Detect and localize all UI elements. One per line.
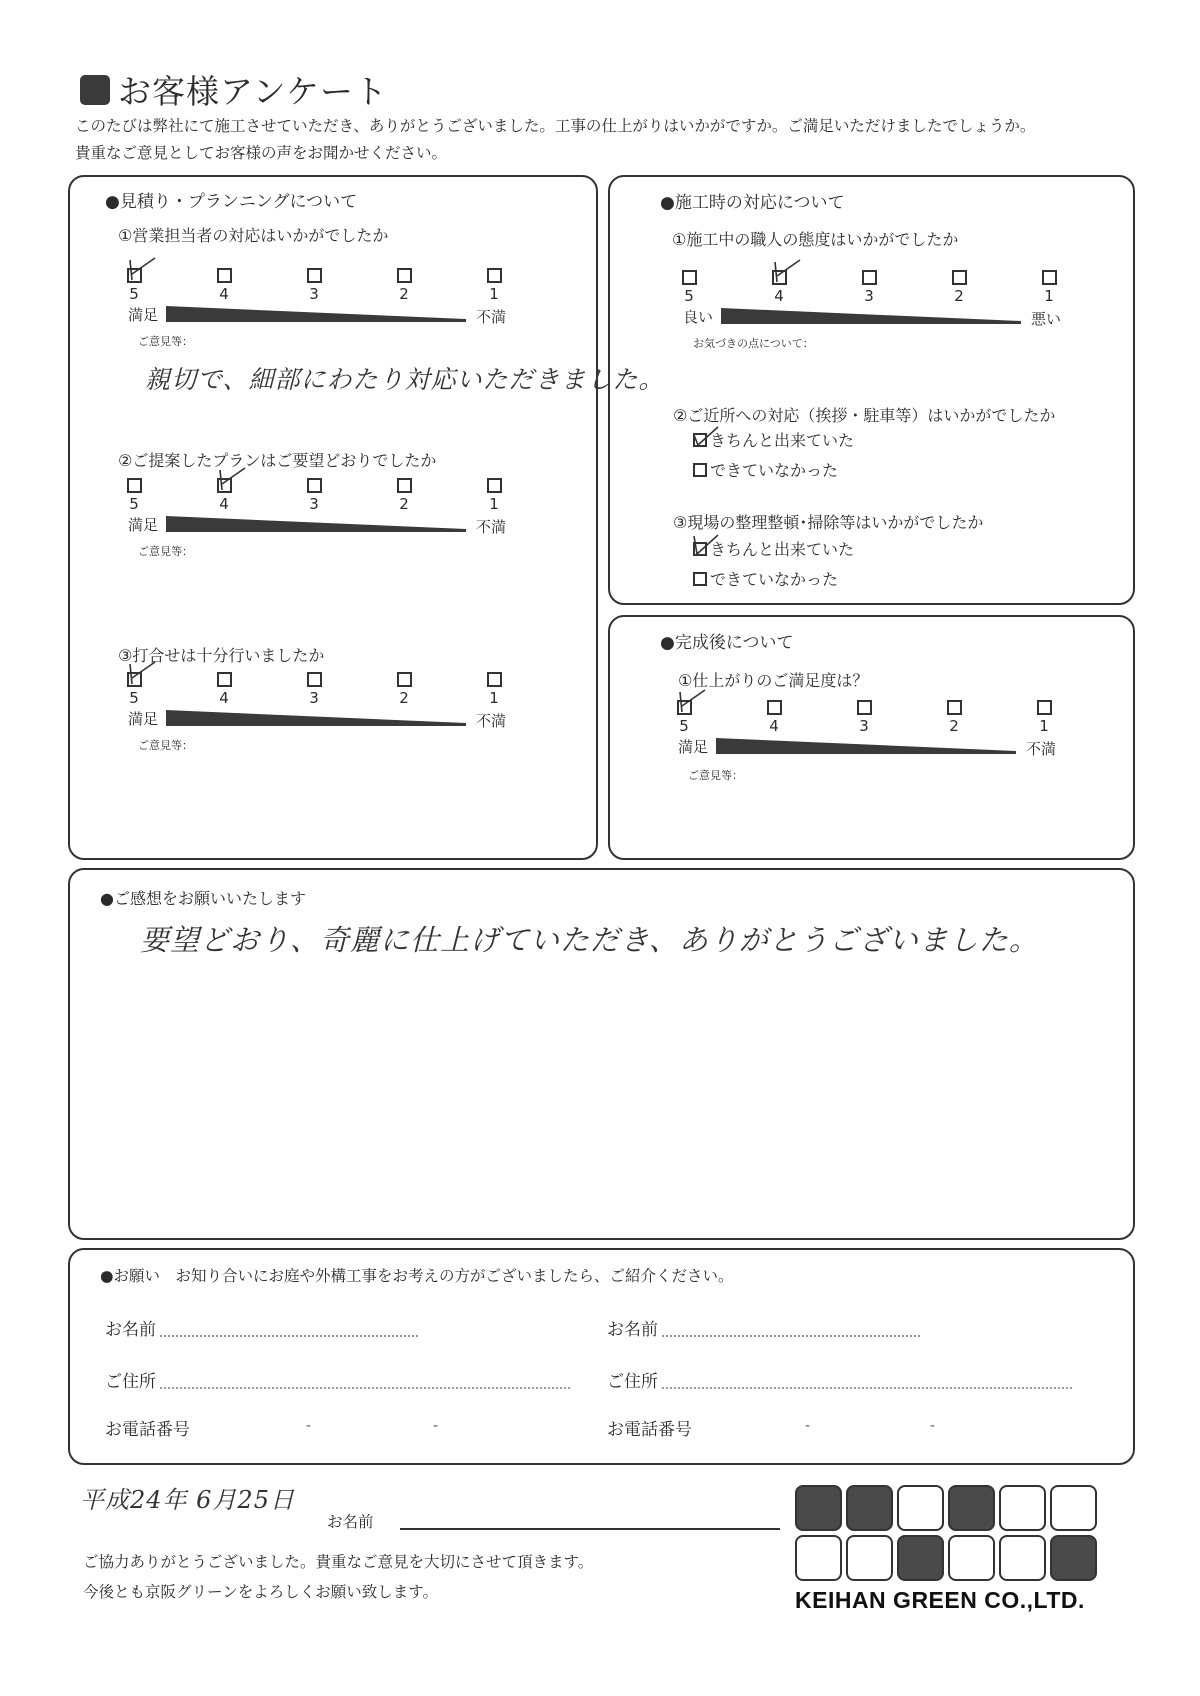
checkbox-icon[interactable] [127,478,142,493]
phone-separator: - [306,1418,312,1434]
logo-tile [795,1485,842,1531]
rating-option-1[interactable] [484,268,504,303]
construction-q3-label: ③現場の整理整頓･掃除等はいかがでしたか [673,513,984,532]
survey-date[interactable]: 平成24年 6月25日 [80,1486,295,1514]
referral-address-1[interactable] [105,1367,570,1392]
company-name: KEIHAN GREEN CO.,LTD. [795,1587,1085,1613]
rating-option-4[interactable] [769,270,789,305]
respondent-name-line[interactable] [400,1528,780,1530]
rating-option-4[interactable] [214,672,234,707]
estimate-q2-label: ②ご提案したプランはご要望どおりでしたか [118,451,437,470]
logo-tile [1050,1535,1097,1581]
name-label: お名前 [607,1320,658,1340]
checkbox-icon[interactable] [682,270,697,285]
scale-right-label: 不満 [475,518,506,536]
address-label: ご住所 [105,1372,156,1392]
scale-right-label: 悪い [1030,310,1061,328]
rating-number: 2 [399,495,409,513]
checkbox-checked-icon[interactable] [127,672,142,687]
rating-option-3[interactable] [304,268,324,303]
logo-tile [897,1485,944,1531]
scale-left-label: 満足 [128,306,159,324]
estimate-q3-label: ③打合せは十分行いましたか [118,646,325,665]
rating-number: 1 [489,689,499,707]
thanks-text: ご協力ありがとうございました。貴重なご意見を大切にさせて頂きます。 [83,1553,594,1571]
name-input-line[interactable] [160,1334,418,1337]
referral-phone-1[interactable] [105,1415,190,1440]
checkbox-icon[interactable] [862,270,877,285]
rating-number: 4 [219,285,229,303]
rating-number: 4 [219,495,229,513]
closing-text: 今後とも京阪グリーンをよろしくお願い致します。 [83,1583,438,1601]
scale-right-label: 不満 [475,712,506,730]
checkbox-icon[interactable] [693,572,707,586]
survey-title-text: お客様アンケート [118,72,389,111]
referral-phone-2[interactable] [607,1415,692,1440]
wedge-shape [166,516,466,532]
rating-option-1[interactable] [484,672,504,707]
rating-number: 5 [684,287,694,305]
wedge-shape [721,308,1021,324]
checkbox-checked-icon[interactable] [772,270,787,285]
name-label: お名前 [105,1320,156,1340]
construction-q2-choice-ok[interactable] [693,428,854,451]
rating-option-3[interactable] [859,270,879,305]
logo-tile [948,1535,995,1581]
estimate-q1-note-label: ご意見等： [138,335,193,348]
checkbox-icon[interactable] [947,700,962,715]
estimate-q1-note[interactable]: 親切で、細部にわたり対応いただきました。 [145,365,665,394]
checkbox-icon[interactable] [487,478,502,493]
logo-tile [846,1485,893,1531]
checkbox-checked-icon[interactable] [693,542,707,556]
construction-q1-note-label: お気づきの点について： [693,337,814,350]
scale-left-label: 満足 [678,738,709,756]
checkbox-icon[interactable] [767,700,782,715]
rating-option-3[interactable] [304,478,324,513]
checkbox-icon[interactable] [857,700,872,715]
rating-number: 3 [309,495,319,513]
choice-label: きちんと出来ていた [710,540,855,559]
scale-left-label: 良い [683,308,714,326]
checkbox-icon[interactable] [397,478,412,493]
satisfaction-gradient-wedge [166,516,466,536]
phone-separator: - [433,1418,439,1434]
name-input-line[interactable] [662,1334,920,1337]
rating-number: 2 [399,689,409,707]
rating-number: 5 [679,717,689,735]
rating-number: 2 [954,287,964,305]
rating-number: 1 [489,495,499,513]
referral-address-2[interactable] [607,1367,1072,1392]
address-input-line[interactable] [160,1386,570,1389]
rating-number: 2 [949,717,959,735]
checkbox-icon[interactable] [1042,270,1057,285]
rating-number: 1 [1044,287,1054,305]
wedge-shape [166,306,466,322]
logo-tile [795,1535,842,1581]
construction-q1-label: ①施工中の職人の態度はいかがでしたか [672,230,959,249]
estimate-q2-note-label: ご意見等： [138,545,193,558]
checkbox-icon[interactable] [397,268,412,283]
rating-option-3[interactable] [854,700,874,735]
checkbox-icon[interactable] [217,268,232,283]
rating-option-4[interactable] [764,700,784,735]
impressions-text[interactable]: 要望どおり、奇麗に仕上げていただき、ありがとうございました。 [140,923,1039,957]
scale-left-label: 満足 [128,710,159,728]
logo-tile [897,1535,944,1581]
company-logo [795,1485,1097,1614]
rating-number: 5 [129,495,139,513]
satisfaction-gradient-wedge [716,738,1016,758]
rating-number: 3 [859,717,869,735]
intro-line-1: このたびは弊社にて施工させていただき、ありがとうございました。工事の仕上がりはいかがですか。ご満足いただけましたでしょうか。 [75,117,1036,135]
rating-option-4[interactable] [214,478,234,513]
logo-tile [1050,1485,1097,1531]
rating-option-5[interactable] [124,268,144,303]
intro-line-2: 貴重なご意見としてお客様の声をお聞かせください。 [75,144,448,162]
checkbox-icon[interactable] [487,672,502,687]
rating-option-2[interactable] [394,268,414,303]
estimate-q3-note-label: ご意見等： [138,739,193,752]
rating-option-5[interactable] [679,270,699,305]
rating-number: 4 [769,717,779,735]
referral-name-2[interactable] [607,1315,920,1340]
checkbox-icon[interactable] [693,463,707,477]
rating-option-2[interactable] [394,478,414,513]
checkbox-icon[interactable] [1037,700,1052,715]
rating-number: 2 [399,285,409,303]
rating-number: 3 [309,285,319,303]
checkbox-checked-icon[interactable] [217,478,232,493]
rating-number: 4 [219,689,229,707]
phone-label: お電話番号 [105,1420,190,1440]
logo-mark [795,1485,1097,1581]
checkbox-icon[interactable] [487,268,502,283]
square-bullet-icon [80,75,110,105]
satisfaction-gradient-wedge [166,306,466,326]
rating-number: 1 [489,285,499,303]
choice-label: きちんと出来ていた [710,431,855,450]
scale-left-label: 満足 [128,516,159,534]
rating-number: 3 [864,287,874,305]
completion-section-title: ●完成後について [660,633,794,653]
rating-option-2[interactable] [394,672,414,707]
referral-name-1[interactable] [105,1315,418,1340]
impressions-title: ●ご感想をお願いいたします [100,889,306,908]
estimate-q1-label: ①営業担当者の対応はいかがでしたか [118,226,389,245]
scale-right-label: 不満 [475,308,506,326]
wedge-shape [716,738,1016,754]
completion-q1-label: ①仕上がりのご満足度は？ [678,671,869,690]
rating-option-1[interactable] [1034,700,1054,735]
scale-right-label: 不満 [1025,740,1056,758]
construction-q2-label: ②ご近所への対応（挨拶・駐車等）はいかがでしたか [673,406,1056,425]
rating-option-2[interactable] [944,700,964,735]
checkbox-checked-icon[interactable] [693,433,707,447]
choice-label: できていなかった [710,461,839,480]
construction-q3-choice-ng[interactable] [693,567,838,590]
wedge-shape [166,710,466,726]
rating-option-4[interactable] [214,268,234,303]
rating-number: 5 [129,285,139,303]
checkbox-checked-icon[interactable] [677,700,692,715]
address-label: ご住所 [607,1372,658,1392]
checkbox-icon[interactable] [217,672,232,687]
logo-tile [846,1535,893,1581]
logo-tile [948,1485,995,1531]
estimate-section-title: ●見積り・プランニングについて [105,192,358,212]
checkbox-icon[interactable] [952,270,967,285]
rating-option-2[interactable] [949,270,969,305]
rating-number: 5 [129,689,139,707]
logo-tile [999,1535,1046,1581]
rating-option-5[interactable] [124,672,144,707]
construction-section-title: ●施工時の対応について [660,193,845,213]
rating-number: 1 [1039,717,1049,735]
construction-q2-choice-ng[interactable] [693,458,838,481]
rating-number: 3 [309,689,319,707]
satisfaction-gradient-wedge [166,710,466,730]
completion-q1-note-label: ご意見等： [688,769,743,782]
phone-label: お電話番号 [607,1420,692,1440]
rating-option-5[interactable] [674,700,694,735]
survey-title [80,66,388,113]
checkbox-icon[interactable] [307,672,322,687]
rating-number: 4 [774,287,784,305]
checkbox-icon[interactable] [397,672,412,687]
checkbox-icon[interactable] [307,268,322,283]
phone-separator: - [805,1418,811,1434]
checkbox-icon[interactable] [307,478,322,493]
rating-option-1[interactable] [484,478,504,513]
rating-option-3[interactable] [304,672,324,707]
address-input-line[interactable] [662,1386,1072,1389]
phone-separator: - [930,1418,936,1434]
choice-label: できていなかった [710,570,839,589]
respondent-name-label: お名前 [327,1513,374,1531]
rating-option-5[interactable] [124,478,144,513]
checkbox-checked-icon[interactable] [127,268,142,283]
referral-title: ●お願い お知り合いにお庭や外構工事をお考えの方がございましたら、ご紹介ください。 [100,1267,734,1285]
satisfaction-gradient-wedge [721,308,1021,328]
logo-tile [999,1485,1046,1531]
rating-option-1[interactable] [1039,270,1059,305]
construction-q3-choice-ok[interactable] [693,537,854,560]
